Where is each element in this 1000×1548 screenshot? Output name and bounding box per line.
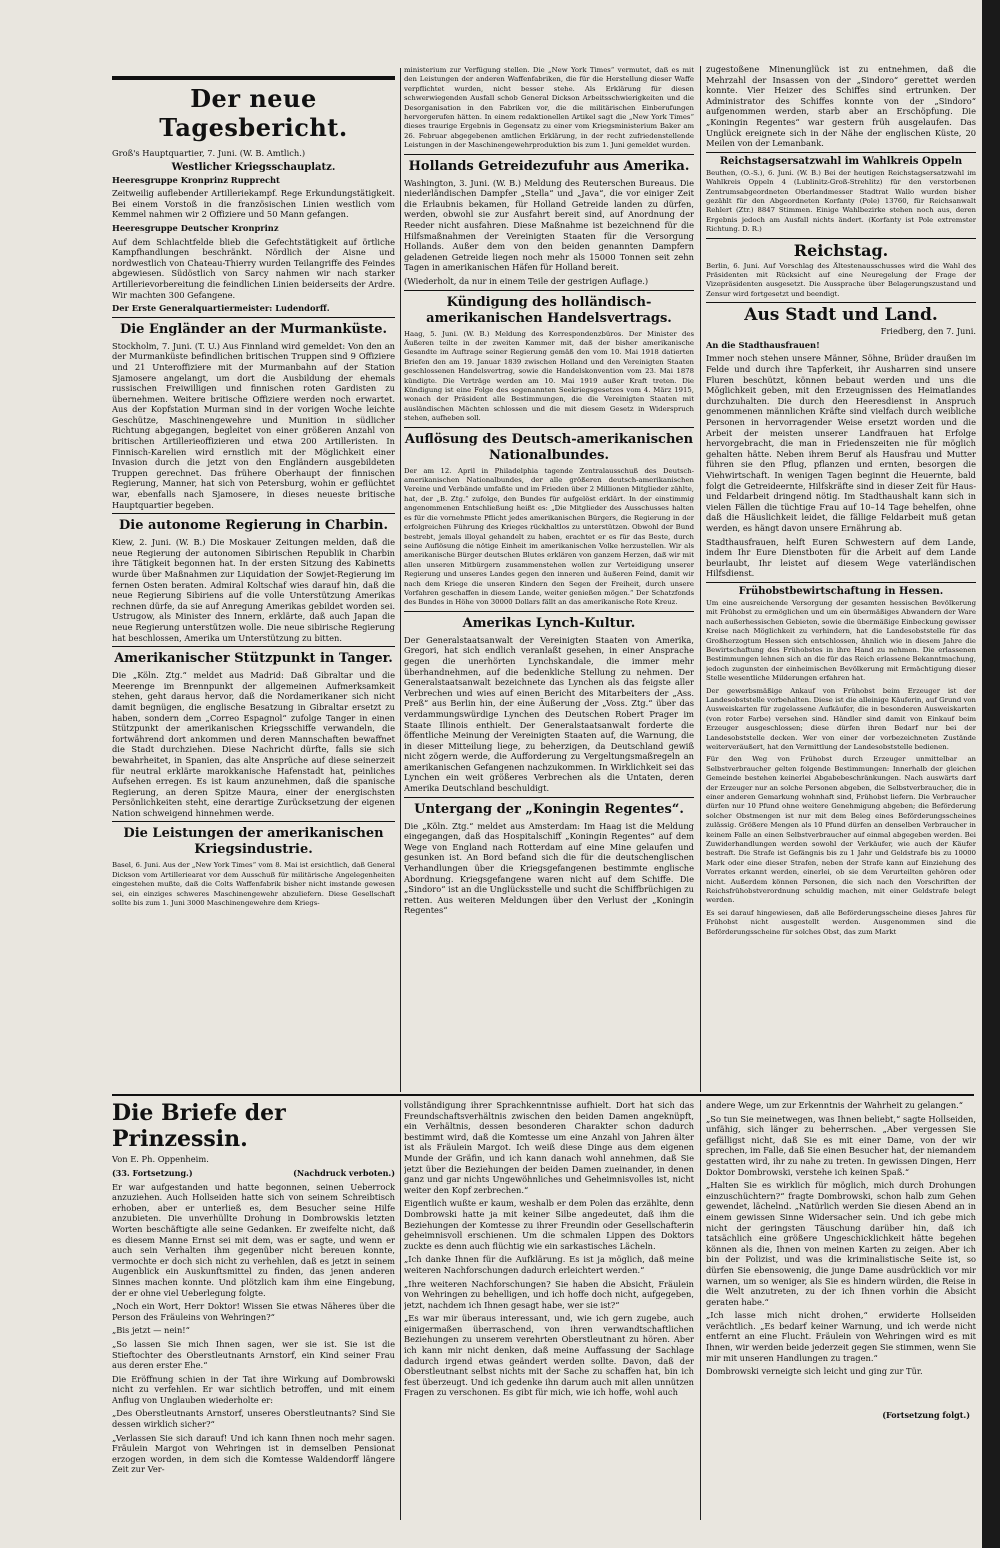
article-title: Hollands Getreidezufuhr aus Amerika.: [408, 158, 690, 174]
article-text: Berlin, 6. Juni. Auf Vorschlag des Ältestenausschusses wird die Wahl des Präsidenten mit Rücksicht auf eine Neuregelung der Frage der Vizepräsidenten ausgesetzt. Die Aussprache über Belagerungszustand und Zensur wird fortgesetzt und beendigt.: [706, 261, 976, 298]
article-text: Die „Köln. Ztg.“ meldet aus Amsterdam: Im Haag ist die Meldung eingegangen, daß das Hospitalschiff „Koningin Regentes“ auf dem Wege von England nach Rotterdam auf eine Mine gelaufen und gesunken ist. An Bord befand sich die für die deutschenglischen Verhandlungen über die Kriegsgefangenen bestimmte englische Abordnung. Kriegsgefangene waren nicht auf dem Schiffe. Die „Sindoro“ ist an die Unglücksstelle und sucht die Schiffbrüchigen zu retten. Aus weiteren Meldungen über den Verlust der „Koningin Regentes“: [404, 820, 694, 916]
headline-rule: [112, 76, 395, 80]
divider: [404, 797, 694, 798]
article-title: Untergang der „Koningin Regentes“.: [414, 801, 684, 817]
serial-paragraph: „Verlassen Sie sich darauf! Und ich kann Ihnen noch mehr sagen. Fräulein Margot von Wehringen ist in demselben Pensionat erzogen worden, in dem sich die Komtesse Waldendorff längere Zeit zur Ver-: [112, 1432, 395, 1475]
article-text: Der gewerbsmäßige Ankauf von Frühobst beim Erzeuger ist der Landesobststelle vorbehalten. Diese ist die alleinige Käuferin, auf Grund von Ausweiskarten für zugelassene Aufkäufer, die in besonderen Ausweiskarten (von roter Farbe) versehen sind. Händler sind damit von Einkauf beim Erzeuger ausgeschlossen; diese dürfen ihren Bedarf nur bei der Landesobststelle decken. Wer von einer der vorbezeichneten Zustände weiterveräußert, hat den Vermittlung der Landesobststelle bedienen.: [706, 686, 976, 751]
report-paragraph: Auf dem Schlachtfelde blieb die Gefechtstätigkeit auf örtliche Kampfhandlungen beschränkt. Nördlich der Aisne und nordwestlich von Chateau-Thierry wurden Teilangriffe des Feindes abgewiesen. Südöstlich von Sarcy nahmen wir nach starker Artillerievorbereitung die feindlichen Linien beiderseits der Ardre. Wir machten 300 Gefangene.: [112, 236, 395, 300]
divider: [706, 302, 976, 303]
article-title: Amerikas Lynch-Kultur.: [462, 615, 636, 631]
serial-paragraph: Er war aufgestanden und hatte begonnen, seinen Ueberrock anzuziehen. Auch Hollseiden hatte sich von seinem Schreibtisch erhoben, aber er unterließ es, dem Besucher seine Hilfe anzubieten. Die unverhüllte Drohung in Dombrowskis letzten Worten beschäftigte alle seine Gedanken. Er zweifelte nicht, daß es diesem Manne Ernst sei mit dem, was er sagte, und wenn er auch sein Verhalten ihm gegenüber nicht bereuen konnte, vermochte er doch sich nicht zu verhehlen, daß es jetzt in seinem Augenblick ein Auskunftsmittel zu finden, das jenen anderen Sinnes machen konnte. Und plötzlich kam ihm eine Eingebung, der er ohne viel Ueberlegung folgte.: [112, 1181, 395, 1298]
serial-paragraph: „Ich danke Ihnen für die Aufklärung. Es ist ja möglich, daß meine weiteren Nachforschungen dadurch erleichtert werden.“: [404, 1254, 694, 1275]
serial-paragraph: „Halten Sie es wirklich für möglich, mich durch Drohungen einzuschüchtern?“ fragte Dombrowski, schon halb zum Gehen gewendet, lächelnd. „Natürlich werden Sie diesen Abend an in einem gewissen Sinne Widersacher sein. Und ich gebe mich nicht der geringsten Täuschung darüber hin, daß ich tatsächlich eine größere Ungeschicklichkeit hätte begehen können als die, Ihnen von meinen Karten zu zeigen. Aber ich bin der Polizist, und was die kriminalistische Seite ist, so dürfen Sie ebensowenig, die junge Dame ausdrücklich vor mir warnen, um so weniger, als Sie es hindern würden, die Reise in die Welt anzutreten, zu der ich Ihnen vorhin die Absicht geraten habe.“: [706, 1180, 976, 1307]
page-edge-shadow: [982, 0, 1000, 1548]
theater-heading: Westlicher Kriegsschauplatz.: [171, 161, 336, 173]
dateline: Groß's Hauptquartier, 7. Juni. (W. B. Amtlich.): [112, 148, 306, 158]
subheading: An die Stadthausfrauen!: [706, 339, 820, 350]
serial-paragraph: „Noch ein Wort, Herr Doktor! Wissen Sie etwas Näheres über die Person des Fräuleins von Wehringen?“: [112, 1301, 395, 1322]
divider: [404, 611, 694, 612]
continued-note: (Fortsetzung folgt.): [882, 1410, 970, 1420]
feuilleton-rule: [112, 1094, 974, 1096]
article-text: Stadthausfrauen, helft Euren Schwestern auf dem Lande, indem Ihr Eure Dienstboten für die Arbeit auf dem Lande beurlaubt, Ihr leistet auf diesem Wege vaterländischen Hilfsdienst.: [706, 536, 976, 579]
column-3: [706, 64, 976, 1090]
section-title: Aus Stadt und Land.: [744, 305, 938, 326]
divider: [404, 154, 694, 155]
article-text: Für den Weg von Frühobst durch Erzeuger unmittelbar an Selbstverbraucher gelten folgende Bestimmungen: Innerhalb der gleichen Gemeinde bestehen keinerlei Abgabebeschränkungen. Nach auswärts darf der Erzeuger nur an solche Personen abgeben, die Selbstverbraucher, die in einer anderen Gemarkung wohnhaft sind, Frühobst liefern. Die Verbraucher dürfen nur 10 Pfund ohne weitere Genehmigung abgeben; die Beförderung solcher Obstmengen ist nur mit dem Beleg eines Beförderungsscheines zulässig. Größere Mengen als 10 Pfund dürfen an denselben Verbraucher in keinem Falle an einen Selbstverbraucher auf einmal abgegeben werden. Bei Zuwiderhandlungen werden sowohl der Verkäufer, wie auch der Käufer bestraft. Die Strafe ist Gefängnis bis zu 1 Jahr und Geldstrafe bis zu 10000 Mark oder eine dieser Strafen, neben der Strafe kann auf Einziehung des Vorrates erkannt werden, einerlei, ob sie dem Verurteilten gehören oder nicht. Außerdem können Personen, die sich nach den Vorschriften der Reichsfrühobstverordnung schuldig machen, mit einer Geldstrafe belegt werden.: [706, 755, 976, 905]
article-text: Basel, 6. Juni. Aus der „New York Times“ vom 8. Mai ist ersichtlich, daß General Dickson vom Artilleriearat vor dem Ausschuß für militärische Angelegenheiten eingestehen mußte, daß die Colts Waffenfabrik bisher nicht imstande gewesen sei, ein einziges schweres Maschinengewehr abzuliefern. Diese Gesellschaft sollte bis zum 1. Juni 3000 Maschinengewehre dem Kriegs-: [112, 861, 395, 908]
article-text: Es sei darauf hingewiesen, daß alle Beförderungsscheine dieses Jahres für Frühobst nicht ausgestellt werden. Ausgenommen sind die Beförderungsscheine für solches Obst, das zum Markt: [706, 908, 976, 936]
article-text: Immer noch stehen unsere Männer, Söhne, Brüder draußen im Felde und durch ihre Tapferkeit, ihr Ausharren sind unsere Fluren beschützt, können bebaut werden und uns die Möglichkeit geben, mit den Erzeugnissen des Heimatlandes durchzuhalten. Die durch den Heeresdienst in Anspruch genommenen männlichen Kräfte sind vielfach durch weibliche Personen in hervorragender Weise ersetzt worden und die Arbeit der meisten unserer Landfrauen hat Erfolge hervorgebracht, die man in Friedenszeiten nie für möglich gehalten hätte. Neben ihrem Beruf als Hausfrau und Mutter führen sie den Pflug, pflanzen und ernten, besorgen die Viehwirtschaft. In wenigen Tagen beginnt die Heuernte, bald folgt die Getreideernte, Hilfskräfte sind in dieser Zeit für Haus- und Feldarbeit dringend nötig. Im Stadthaushalt kann sich in vielen Fällen die tüchtige Frau auf 10–14 Tage behelfen, ohne daß die Häuslichkeit leidet, die fällige Feldarbeit muß getan werden, es hängt davon unsere Ernährung ab.: [706, 353, 976, 533]
divider: [706, 582, 976, 583]
serial-title: Die Briefe der Prinzessin.: [112, 1100, 286, 1152]
article-title: Auflösung des Deutsch-amerikanischen Nationalbundes.: [404, 431, 694, 463]
article-text: Beuthen, (O.-S.), 6. Juni. (W. B.) Bei der heutigen Reichstagsersatzwahl im Wahlkreis Oppeln 4 (Lublinitz-Groß-Strehlitz) für den verstorbenen Zentrumsabgeordneten Oberlandmesser Stadtrat Wallo wurden bisher gezählt für den Abgeordneten Korfanty (Pole) 13760, für Reichsanwalt Rehlert (Ztr.) 8847 Stimmen. Einige Wahlbezirke stehen noch aus, deren Ergebnis jedoch am Ausfall nichts ändert. (Korfanty ist Pole extremster Richtung. D. R.): [706, 168, 976, 234]
divider: [112, 317, 395, 318]
divider: [404, 427, 694, 428]
column-separator: [700, 66, 701, 1092]
article-title: Reichstagsersatzwahl im Wahlkreis Oppeln: [719, 155, 963, 167]
article-text: ministerium zur Verfügung stellen. Die „New York Times“ vermutet, daß es mit den Leistungen der anderen Waffenfabriken, die für die Herstellung dieser Waffe verpflichtet wurden, nicht besser stehe. Als Erklärung für diesen schwerwiegenden Ausfall schob General Dickson Arbeitsschwierigkeiten und die Desorganisation in den Fabriken vor, die die militärischen Einberufungen hervorgerufen hätten. In einem redaktionellen Artikel sagt die „New York Times“ dieses traurige Ergebnis in Gegensatz zu einer vom Kriegsministerium Baker am 26. Februar abgegebenen amtlichen Erklärung, in der recht zufriedenstellende Leistungen in der Maschinengewehrproduktion bis zum 1. Juni gemeldet wurden.: [404, 66, 694, 150]
serial-column-3: [706, 1100, 976, 1400]
serial-column-1: [112, 1100, 395, 1520]
dateline: Friedberg, den 7. Juni.: [880, 326, 976, 337]
serial-paragraph: „Bis jetzt — nein!“: [112, 1325, 190, 1336]
serial-paragraph: „Des Oberstleutnants Arnstorf, unseres Oberstleutnants? Sind Sie dessen wirklich sicher?“: [112, 1408, 395, 1430]
serial-paragraph: vollständigung ihrer Sprachkenntnisse aufhielt. Dort hat sich das Freundschaftsverhältnis zwischen den beiden Damen angeknüpft, ein Verhältnis, dessen besonderen Charakter schon dadurch bestimmt wird, daß die Komtesse um eine Anzahl von Jahren älter ist als Fräulein Margot. Ich weiß diese Dinge aus dem eigenen Munde der Gräfin, und ich kann danach wohl annehmen, daß Sie jetzt über die Beziehungen der beiden Damen zueinander, in denen ganz und gar nichts Ungewöhnliches und Geheimnisvolles ist, nicht weiter den Kopf zerbrechen.“: [404, 1100, 694, 1195]
serial-paragraph: Dombrowski verneigte sich leicht und ging zur Tür.: [706, 1366, 923, 1377]
divider: [706, 238, 976, 239]
article-title: Reichstag.: [793, 240, 889, 260]
signature: Der Erste Generalquartiermeister: Ludendorff.: [112, 303, 330, 314]
serial-paragraph: Die Eröffnung schien in der Tat ihre Wirkung auf Dombrowski nicht zu verfehlen. Er war sichtlich betroffen, und mit einem Anflug von Unglauben wiederholte er:: [112, 1373, 395, 1405]
article-title: Kündigung des holländisch-amerikanischen Handelsvertrags.: [426, 294, 672, 326]
article-text: Kiew, 2. Juni. (W. B.) Die Moskauer Zeitungen melden, daß die neue Regierung der autonomen Sibirischen Republik in Charbin ihre Tätigkeit begonnen hat. In der ersten Sitzung des Kabinetts wurde über Maßnahmen zur Liquidation der Sowjet-Regierung im fernen Osten beraten. Admiral Koltschaf wies darauf hin, daß die neue Regierung Sibiriens auf die volle Unterstützung Amerikas rechnen dürfe, da sie auf Anregung Amerikas gebildet worden sei. Ustrugow, als Minister des Innern, erklärte, daß auch Japan die neue Regierung unterstützen wolle. Die neue sibirische Regierung hat beschlossen, Amerika um Unterstützung zu bitten.: [112, 537, 395, 643]
column-separator: [400, 1100, 401, 1520]
article-text: Haag, 5. Juni. (W. B.) Meldung des Korrespondenzbüros. Der Minister des Äußeren teilte in der zweiten Kammer mit, daß der bisher amerikanische Gesandte im Auftrage seiner Regierung gemäß den vom 10. Mai 1918 datierten Briefen den am 19. Januar 1839 zwischen Holland und den Vereinigten Staaten geschlossenen Handelsvertrag, sowie die Handelskonvention vom 23. Mai 1878 kündigte. Die Verträge werden am 10. Mai 1919 außer Kraft treten. Die Kündigung ist eine Folge des sogenannten Seekriegsgesetzes vom 4. März 1915, wonach der Präsident alle Bestimmungen, die die Vereinigten Staaten mit ausländischen Mächten schlossen und die mit diesem Gesetz in Widerspruch stehen, aufheben soll.: [404, 329, 694, 423]
article-text: Die „Köln. Ztg.“ meldet aus Madrid: Daß Gibraltar und die Meerenge im Brennpunkt der allgemeinen Aufmerksamkeit stehen, geht daraus hervor, daß die Nordamerikaner sich nicht damit begnügen, die englische Besatzung in Gibraltar ersetzt zu haben, sondern dem „Correo Espagnol“ zufolge Tanger in einen Stützpunkt der amerikanischen Kriegsschiffe verwandeln, die fortwährend dort ankommen und deren Mannschaften bewaffnet die Stadt durchziehen. Diese Nachricht dürfte, falls sie sich bewahrheitet, in Spanien, das alte Ansprüche auf diese seinerzeit für neutral erklärte marokkanische Hafenstadt hat, peinliches Aufsehen erregen. Es ist kaum anzunehmen, daß die spanische Regierung, an deren Spitze Maura, einer der energischsten Persönlichkeiten steht, eine derartige Zurücksetzung der eigenen Nation schweigend hinnehmen werde.: [112, 670, 395, 818]
army-group-heading: Heeresgruppe Deutscher Kronprinz: [112, 222, 279, 233]
article-title: Die Leistungen der amerikanischen Kriegsindustrie.: [123, 826, 384, 858]
serial-paragraph: andere Wege, um zur Erkenntnis der Wahrheit zu gelangen.“: [706, 1100, 964, 1110]
article-text: Der Generalstaatsanwalt der Vereinigten Staaten von Amerika, Gregori, hat sich endlich veranlaßt gesehen, in einer Ansprache gegen die unerhörten Lynchskandale, die immer mehr überhandnehmen, auf die bedenkliche Stellung zu nehmen. Der Generalstaatsanwalt bezeichnete das Lynchen als das feigste aller Verbrechen und wies auf einen Bericht des Mitarbeiters der „Ass. Preß“ aus Berlin hin, der eine Äußerung der „Voss. Ztg.“ über das verdammungswürdige Lynchen des Deutschen Robert Prager im Staate Illinois enthielt. Der Generalstaatsanwalt forderte die öffentliche Meinung der Vereinigten Staaten auf, die Warnung, die in dieser Mitteilung liege, zu beherzigen, da Deutschland gewiß nicht zögern werde, die Aufforderung zu Vergeltungsmaßregeln an amerikanischen Gefangenen nachzukommen. In Wirklichkeit sei das Lynchen ein weit größeres Verbrechen als die Untaten, deren Amerika Deutschland beschuldigt.: [404, 634, 694, 794]
serial-paragraph: „Es war mir überaus interessant, und, wie ich gern zugebe, auch einigermaßen überraschend, von ihren verwandtschaftlichen Beziehungen zu unserem verehrten Oberstleutnant zu hören. Aber ich kann mir nicht denken, daß meine Auffassung der Sachlage dadurch irgend etwas geändert werden sollte. Davon, daß der Oberstleutnant selbst nichts mit der Sache zu schaffen hat, bin ich fest überzeugt. Und ich gedenke ihn darum auch mit allen unnützen Fragen zu verschonen. Es gibt für mich, wie ich hoffe, wohl auch: [404, 1313, 694, 1398]
divider: [112, 646, 395, 647]
serial-meta: [112, 1168, 395, 1178]
article-text: Der am 12. April in Philadelphia tagende Zentralausschuß des Deutsch-amerikanischen Nationalbundes, der alle größeren deutsch-amerikanischen Vereine und Verbände umfaßte und im Frieden über 2 Millionen Mitglieder zählte, hat, der „B. Ztg.“ zufolge, den Bundes für aufgelöst erklärt. In der einstimmig angenommenen Entschließung heißt es: „Die Mitglieder des Ausschusses halten es für die vornehmste Pflicht jedes amerikanischen Bürgers, die Regierung in der erfolgreichen Führung des Krieges rückhaltlos zu unterstützen. Obwohl der Bund bestrebt, jemals illoyal gehandelt zu haben, erachtet er es für das Beste, durch seine Auflösung die nötige Einheit im amerikanischen Volke herzustellen. Wir als amerikanische Bürger deutschen Blutes erklären von ganzem Herzen, daß wir mit allen unseren Mitbürgern zusammenstehen wollen zur Verteidigung unserer Regierung und unseres Landes gegen den inneren und äußeren Feind, damit wir nach dem Kriege die unseren Kindern den Segen der Freiheit, durch unsere Vorfahren geschaffen in diesem Lande, weiter genießen mögen.“ Der Schatzfonds des Bundes in Höhe von 30000 Dollars fällt an das amerikanische Rote Kreuz.: [404, 466, 694, 607]
report-paragraph: Zeitweilig auflebender Artilleriekampf. Rege Erkundungstätigkeit. Bei einem Vorstoß in die französischen Linien westlich vom Kemmel nahmen wir 2 Offiziere und 50 Mann gefangen.: [112, 188, 395, 220]
article-text: Washington, 3. Juni. (W. B.) Meldung des Reuterschen Bureaus. Die niederländischen Dampfer „Stella“ und „Java“, die vor einiger Zeit die Erlaubnis bekamen, für Holland Getreide landen zu dürfen, werden, obwohl sie zur Ausfahrt bereit sind, auf Anordnung der Reeder nicht ausfahren. Diese Maßnahme ist bezeichnend für die Hilfsmaßnahmen der Vereinigten Staaten für die Versorgung Hollands. Außer dem von den beiden genannten Dampfern geladenen Getreide liegen noch mehr als 15000 Tonnen seit zehn Tagen in amerikanischen Häfen für Holland bereit.: [404, 177, 694, 273]
serial-paragraph: „So lassen Sie mich Ihnen sagen, wer sie ist. Sie ist die Stieftochter des Oberstleutnants Arnstorf, ein Kind seiner Frau aus deren erster Ehe.“: [112, 1338, 395, 1371]
article-title: Die autonome Regierung in Charbin.: [119, 518, 388, 534]
column-1: [112, 76, 395, 1088]
column-separator: [700, 1100, 701, 1520]
article-title: Frühobstbewirtschaftung in Hessen.: [738, 585, 944, 597]
serial-paragraph: „So tun Sie meinetwegen, was Ihnen beliebt,“ sagte Hollseiden, unfähig, sich länger zu beherrschen. „Aber vergessen Sie gefälligst nicht, daß Sie es mit einer Dame, von der wir sprechen, im Falle, daß Sie einen Besucher hat, der niemandem gestatten wird, ihr zu nahe zu treten. In gewissen Dingen, Herr Doktor Dombrowski, verstehe ich keinen Spaß.“: [706, 1113, 976, 1177]
serial-copyright: (Nachdruck verboten.): [293, 1167, 395, 1178]
column-separator: [400, 68, 401, 1092]
serial-column-2: [404, 1100, 694, 1520]
serial-paragraph: „Ich lasse mich nicht drohen,“ erwiderte Hollseiden verächtlich. „Es bedarf keiner Warnung, und ich werde nicht entfernt an eine Flucht. Fräulein von Wehringen wird es mit Ihnen, wir werden beide jederzeit gegen Sie stimmen, wenn Sie mir mit unseren Handlungen zu tragen.“: [706, 1310, 976, 1363]
divider: [112, 821, 395, 822]
article-text: Um eine ausreichende Versorgung der gesamten hessischen Bevölkerung mit Frühobst zu ermöglichen und um ein übermäßiges Abwandern der Ware nach außerhessischen Gebieten, sowie die übermäßige Einbeckung gewisser Kreise nach Möglichkeit zu verhindern, hat die Landesobststelle für das Großherzogtum Hessen sich entschlossen, ähnlich wie in diesem Jahre die Bewirtschaftung des Frühobstes in ihre Hand zu nehmen. Die erlassenen Bestimmungen lehnen sich an die für das Reich erlassene Bekanntmachung, jedoch zugunsten der einheimischen Bevölkerung mit Ermächtigung dieser Stelle wesentliche Milderungen erfahren hat.: [706, 598, 976, 683]
main-headline: Der neue Tagesbericht.: [159, 84, 348, 142]
serial-part: (33. Fortsetzung.): [112, 1167, 193, 1178]
divider: [404, 290, 694, 291]
serial-author: Von E. Ph. Oppenheim.: [112, 1154, 209, 1164]
article-text: Stockholm, 7. Juni. (T. U.) Aus Finnland wird gemeldet: Von den an der Murmanküste befindlichen britischen Truppen sind 9 Offiziere und 21 Unteroffiziere mit der Murmanbahn auf der Station Sjamosere angelangt, um dort die Ausbildung der ehemals russischen Freiwilligen und finnischen roten Gardisten zu übernehmen. Weitere britische Offiziere werden noch erwartet. Aus der Kopfstation Murman sind in der vorigen Woche leichte Geschütze, Maschinengewehre und Munition in südlicher Richtung abgegangen, begleitet von einer größeren Anzahl von britischen Artillerieoffizieren und etwa 200 Artilleristen. In Finnisch-Karelien wird ernstlich mit der Möglichkeit einer Invasion durch die jetzt von den Engländern ausgebildeten Truppen gerechnet. Das frühere Oberhaupt der finnischen Regierung, Manner, hat sich von Petersburg, wohin er geflüchtet war, ebenfalls nach Sjamosere, in dieses neueste britische Hauptquartier begeben.: [112, 340, 395, 510]
serial-paragraph: „Ihre weiteren Nachforschungen? Sie haben die Absicht, Fräulein von Wehringen zu behelligen, und ich hoffe doch nicht, aufgegeben, jetzt, nachdem ich Ihnen gesagt habe, wer sie ist?“: [404, 1278, 694, 1310]
article-text: zugestoßene Minenunglück ist zu entnehmen, daß die Mehrzahl der Insassen von der „Sindoro“ gerettet werden konnte. Vier Heizer des Schiffes sind ertrunken. Der Administrator des Schiffes konnte von der „Sindoro“ aufgenommen werden, starb aber an Erschöpfung. Die „Koningin Regentes“ war gestern früh ausgelaufen. Das Unglück ereignete sich in der Nähe der englischen Küste, 20 Meilen von der Lemanbank.: [706, 64, 976, 149]
divider: [706, 152, 976, 153]
divider: [112, 513, 395, 514]
article-title: Die Engländer an der Murmanküste.: [119, 321, 388, 337]
article-title: Amerikanischer Stützpunkt in Tanger.: [114, 651, 393, 667]
serial-paragraph: Eigentlich wußte er kaum, weshalb er dem Polen das erzählte, denn Dombrowski hatte ja mit keiner Silbe angedeutet, daß ihm die Beziehungen der Komtesse zu ihrer Freundin oder Gesellschafterin geheimnisvoll erschienen. Um die schmalen Lippen des Doktors zuckte es denn auch flüchtig wie ein sarkastisches Lächeln.: [404, 1198, 694, 1251]
column-2: [404, 66, 694, 1090]
army-group-heading: Heeresgruppe Kronprinz Rupprecht: [112, 174, 280, 185]
article-note: (Wiederholt, da nur in einem Teile der gestrigen Auflage.): [404, 276, 649, 286]
